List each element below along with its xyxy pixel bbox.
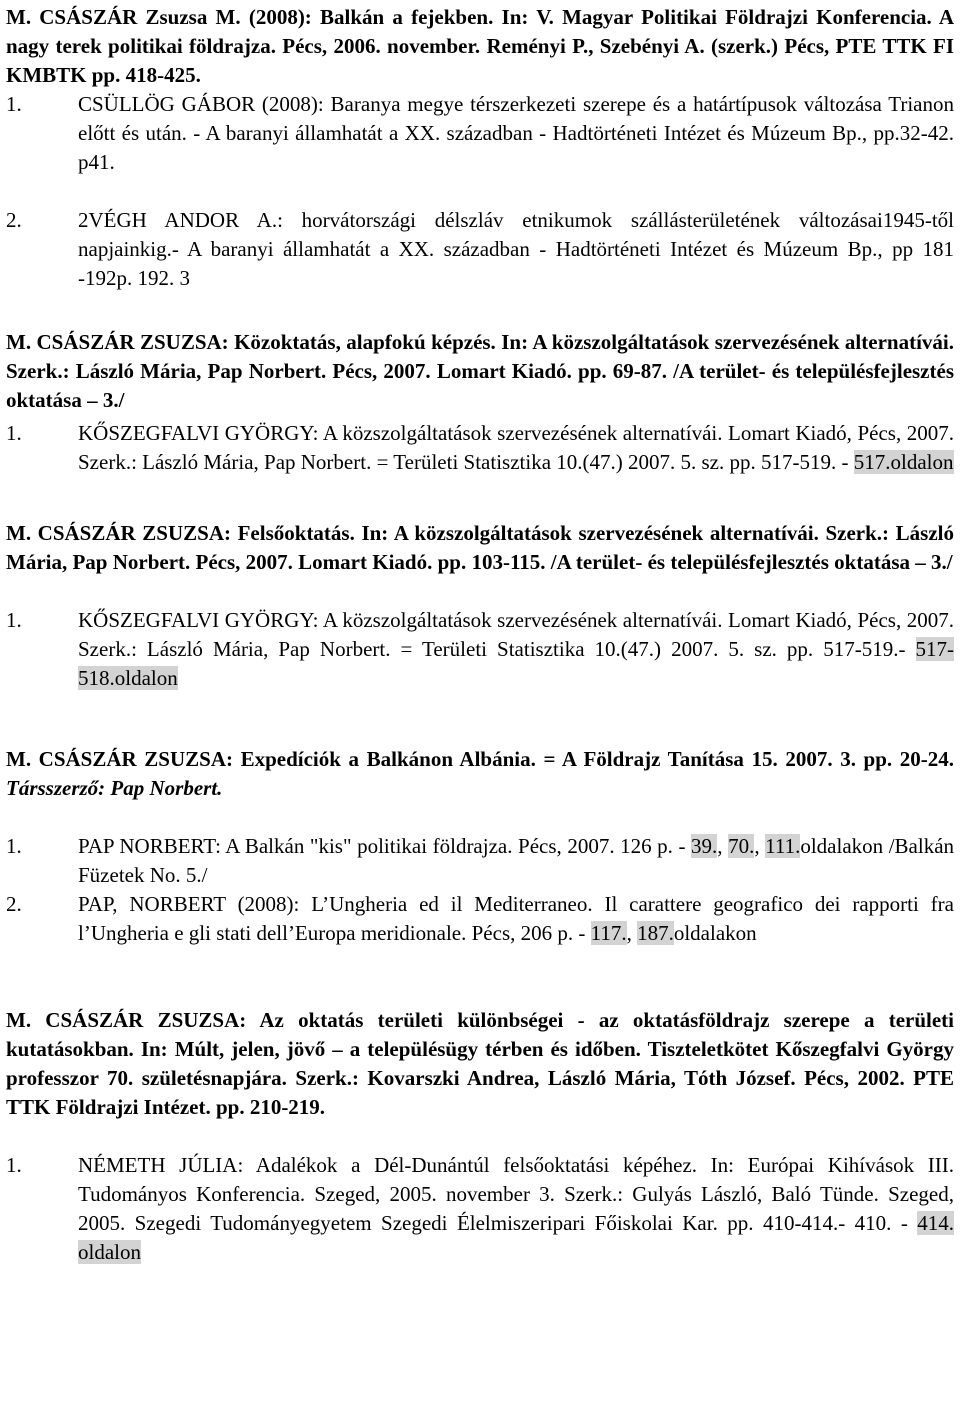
heading-text: M. CSÁSZÁR Zsuzsa M. (2008): Balkán a fejekben. In: V. Magyar Politikai Földrajzi Konferencia. A nagy terek politikai földrajza. Pécs, 2006. november. Reményi P., Szebényi A. (szerk.) Pécs, PTE TTK FI KMBTK pp. 418-425. [6,5,954,87]
citation-number: 1. [6,92,22,116]
coauthor-note: Társszerző: Pap Norbert. [6,776,223,800]
citation-text: CSÜLLÖG GÁBOR (2008): Baranya megye térszerkezeti szerepe és a határtípusok változása Trianon előtt és után. - A baranyi államhatát a XX. században - Hadtörténeti Intézet és Múzeum Bp., pp.32-42. p41. [78,92,954,174]
highlighted-page-ref: oldalon [114,666,178,690]
citation-number: 1. [6,1153,22,1177]
citation-text: , [626,921,638,945]
heading-text: M. CSÁSZÁR ZSUZSA: Az oktatás területi különbségei - az oktatásföldrajz szerepe a területi kutatásokban. In: Múlt, jelen, jövő – a településügy térben és időben. Tiszteletkötet Kőszegfalvi György professzor 70. születésnapjára. Szerk.: Kovarszki Andrea, László Mária, Tóth József. Pécs, 2002. PTE TTK Földrajzi Intézet. pp. 210-219. [6,1008,954,1119]
heading-text: M. CSÁSZÁR ZSUZSA: Expedíciók a Balkánon Albánia. = A Földrajz Tanítása 15. 2007. 3. pp. 20-24. [6,747,954,771]
highlighted-page-ref: 70. [728,834,755,858]
citation-number: 2. [6,892,22,916]
citation-number: 1. [6,834,22,858]
publication-entry [6,745,954,948]
citation-list [6,606,954,693]
highlighted-page-ref: 517-518. [78,637,954,690]
citation-text: oldalakon [673,921,757,945]
citation-text: oldalakon /Balkán Füzetek No. 5./ [78,834,955,887]
citation-text: , [717,834,729,858]
publication-heading [6,519,954,577]
highlighted-page-ref: oldalon [890,450,954,474]
highlighted-page-ref: 111. [765,834,801,858]
citation-text: KŐSZEGFALVI GYÖRGY: A közszolgáltatások szervezésének alternatívái. Lomart Kiadó, Pécs, 2007. Szerk.: László Mária, Pap Norbert. = Területi Statisztika 10.(47.) 2007. 5. sz. pp. 517-519.- [78,608,954,661]
citation-item [6,832,954,890]
heading-text: M. CSÁSZÁR ZSUZSA: Közoktatás, alapfokú képzés. In: A közszolgáltatások szervezésének alternatívái. Szerk.: László Mária, Pap Norbert. Pécs, 2007. Lomart Kiadó. pp. 69-87. /A terület- és településfejlesztés oktatása – 3./ [6,330,954,412]
publication-heading [6,3,954,90]
publication-heading [6,1006,954,1122]
citation-text: KŐSZEGFALVI GYÖRGY: A közszolgáltatások szervezésének alternatívái. Lomart Kiadó, Pécs, 2007. Szerk.: László Mária, Pap Norbert. = Területi Statisztika 10.(47.) 2007. 5. sz. pp. 517-519. - [78,421,954,474]
citation-text: NÉMETH JÚLIA: Adalékok a Dél-Dunántúl felsőoktatási képéhez. In: Európai Kihívások III. Tudományos Konferencia. Szeged, 2005. november 3. Szerk.: Gulyás László, Baló Tünde. Szeged, 2005. Szegedi Tudományegyetem Szegedi Élelmiszeripari Főiskolai Kar. pp. 410-414.- 410. - [78,1153,954,1235]
citation-item [6,606,954,693]
citation-text: 2VÉGH ANDOR A.: horvátországi délszláv etnikumok szállásterületének változásai1945-től napjainkig.- A baranyi államhatát a XX. században - Hadtörténeti Intézet és Múzeum Bp., pp 181 -192p. 192. 3 [78,208,954,290]
citation-item [6,419,954,477]
document-page [0,3,960,1427]
highlighted-page-ref: oldalon [78,1240,141,1264]
publication-heading [6,745,954,803]
citation-list [6,1151,954,1267]
highlighted-page-ref: 414. [917,1211,954,1235]
publication-heading [6,328,954,415]
publication-entry [6,1006,954,1267]
citation-item [6,890,954,948]
citation-number: 2. [6,208,22,232]
citation-number: 1. [6,608,22,632]
citation-item [6,90,954,177]
publication-entry [6,519,954,693]
publication-entry [6,328,954,477]
highlighted-page-ref: 39. [691,834,718,858]
citation-item [6,206,954,293]
highlighted-page-ref: 117. [590,921,627,945]
heading-text: M. CSÁSZÁR ZSUZSA: Felsőoktatás. In: A közszolgáltatások szervezésének alternatívái. Szerk.: László Mária, Pap Norbert. Pécs, 2007. Lomart Kiadó. pp. 103-115. /A terület- és településfejlesztés oktatása – 3./ [6,521,954,574]
citation-item [6,1151,954,1267]
publication-entry [6,3,954,293]
citation-list [6,832,954,948]
citation-text: , [754,834,766,858]
citation-list [6,90,954,293]
highlighted-page-ref: 517. [853,450,891,474]
citation-number: 1. [6,421,22,445]
citation-text: PAP NORBERT: A Balkán "kis" politikai földrajza. Pécs, 2007. 126 p. - [78,834,692,858]
citation-text: PAP, NORBERT (2008): L’Ungheria ed il Mediterraneo. Il carattere geografico dei rapporti fra l’Ungheria e gli stati dell’Europa meridionale. Pécs, 206 p. - [78,892,954,945]
highlighted-page-ref: 187. [637,921,674,945]
citation-list [6,419,954,477]
